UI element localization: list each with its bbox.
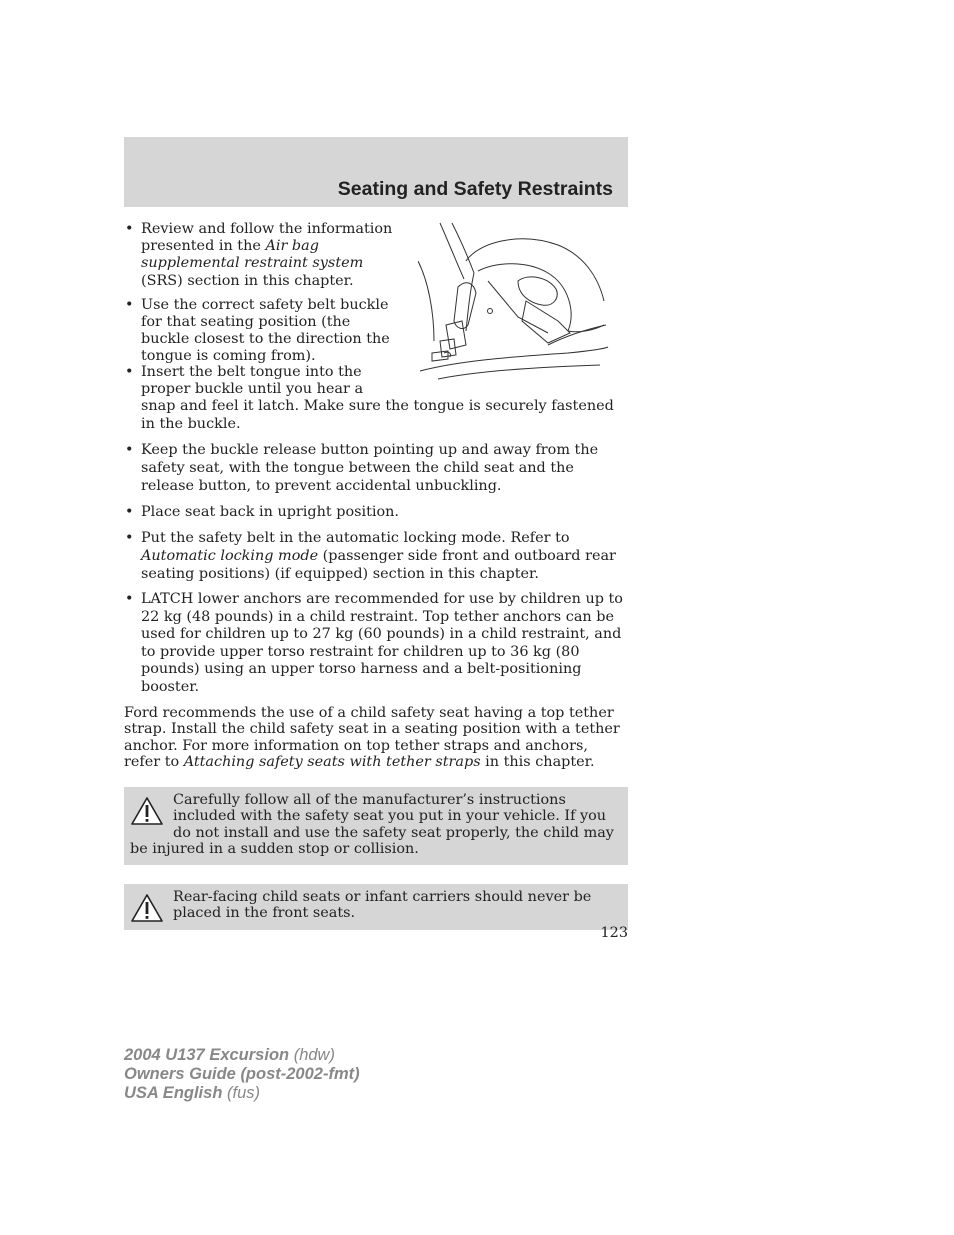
warning-box — [124, 884, 628, 930]
warning-triangle-icon — [130, 893, 164, 923]
document-footer: 2004 U137 Excursion (hdw) Owners Guide (post-2002-fmt) USA English (fus) — [124, 1046, 360, 1102]
list-item: • — [125, 364, 134, 380]
list-item: • Place seat back in upright position. — [125, 504, 399, 520]
warning-box — [124, 787, 628, 865]
warning-triangle-icon — [130, 796, 164, 826]
page-number: 123 — [600, 925, 628, 941]
section-title: Seating and Safety Restraints — [337, 178, 613, 200]
warning-text: Carefully follow all of the manufacturer’s instructions included with the safety seat you put in your vehicle. If you do not install and use the safety seat properly, the child may be injured in a sudden stop or collision. — [130, 791, 614, 858]
warning-text: Rear-facing child seats or infant carriers should never be placed in the front seats. — [173, 888, 592, 922]
list-item: • LATCH lower anchors are recommended for use by children up to 22 kg (48 pounds) in a child restraint. Top tether anchors can be used for children up to 27 kg (60 pounds) in a child restraint, and to provide upper torso restraint for children up to 36 kg (80 pounds) using an upper torso harness and a belt-positioning booster. — [125, 591, 623, 695]
list-item: • Use the correct safety belt buckle for that seating position (the buckle closest to the direction the tongue is coming from). — [125, 296, 390, 365]
bullet-3-text: Insert the belt tongue into the proper buckle until you hear a snap and feel it latch. Make sure the tongue is securely fastened in the buckle. — [141, 364, 614, 432]
page-content — [124, 221, 628, 373]
list-item: • Review and follow the information presented in the Air bag supplemental restraint system (SRS) section in this chapter. — [125, 221, 393, 289]
list-item: • Put the safety belt in the automatic locking mode. Refer to Automatic locking mode (passenger side front and outboard rear seating positions) (if equipped) section in this chapter. — [125, 530, 616, 582]
list-item: • Keep the buckle release button pointing up and away from the safety seat, with the tongue between the child seat and the release button, to prevent accidental unbuckling. — [125, 442, 599, 494]
section-header-band — [124, 137, 628, 207]
seat-belt-buckle-illustration — [418, 221, 610, 381]
body-paragraph: Ford recommends the use of a child safety seat having a top tether strap. Install the child safety seat in a seating position with a tether anchor. For more information on top tether straps and anchors, refer to Attaching safety seats with tether straps in this chapter. — [124, 704, 620, 771]
lower-content — [124, 441, 628, 930]
